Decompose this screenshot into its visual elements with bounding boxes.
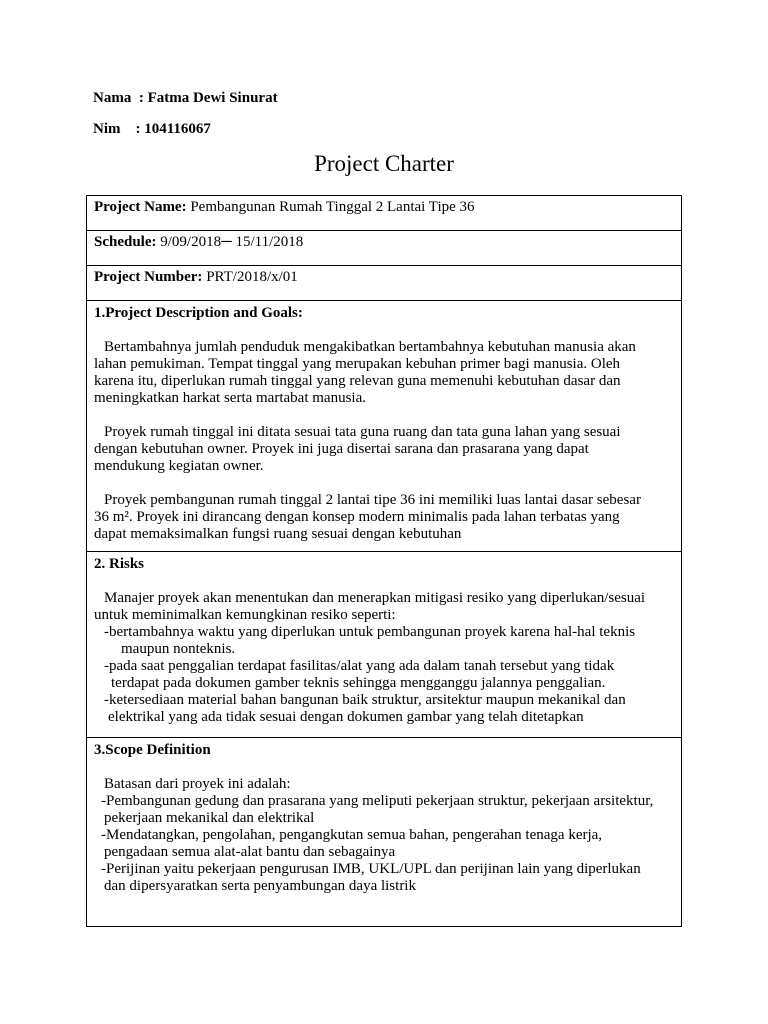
risk-item-cont: elektrikal yang ada tidak sesuai dengan dokumen gambar yang telah ditetapkan xyxy=(108,709,584,725)
risks-intro: Manajer proyek akan menentukan dan menerapkan mitigasi resiko yang diperlukan/sesuai xyxy=(104,590,646,606)
scope-item-cont: pengadaan semua alat-alat bantu dan sebagainya xyxy=(104,844,396,860)
description-paragraph: Proyek pembangunan rumah tinggal 2 lantai tipe 36 ini memiliki luas lantai dasar sebesar xyxy=(104,492,641,508)
project-number-value: PRT/2018/x/01 xyxy=(202,269,298,285)
schedule-label: Schedule: xyxy=(94,234,157,250)
project-name-row xyxy=(87,196,682,231)
project-name-label: Project Name: xyxy=(94,199,187,215)
risk-item: -bertambahnya waktu yang diperlukan untuk pembangunan proyek karena hal-hal teknis xyxy=(104,624,636,640)
description-paragraph-line: meningkatkan harkat serta martabat manusia. xyxy=(94,390,366,406)
scope-heading: 3.Scope Definition xyxy=(94,742,211,758)
risks-intro-line: untuk meminimalkan kemungkinan resiko seperti: xyxy=(94,607,396,623)
schedule-value: 9/09/2018─ 15/11/2018 xyxy=(156,234,304,250)
project-number-label: Project Number: xyxy=(94,269,203,285)
scope-item-cont: dan dipersyaratkan serta penyambungan daya listrik xyxy=(104,878,416,894)
page-title: Project Charter xyxy=(314,151,454,176)
risk-item-cont: maupun nonteknis. xyxy=(121,641,236,657)
scope-item: -Perijinan yaitu pekerjaan pengurusan IMB, UKL/UPL dan perijinan lain yang diperlukan xyxy=(101,861,641,877)
description-row xyxy=(87,301,682,552)
description-paragraph-line: mendukung kegiatan owner. xyxy=(94,458,264,474)
description-paragraph-line: dapat memaksimalkan fungsi ruang sesuai dengan kebutuhan xyxy=(94,526,462,542)
risk-item: -pada saat penggalian terdapat fasilitas/alat yang ada dalam tanah tersebut yang tidak xyxy=(104,658,615,674)
description-paragraph-line: 36 m². Proyek ini dirancang dengan konsep modern minimalis pada lahan terbatas yang xyxy=(94,509,620,525)
risks-heading: 2. Risks xyxy=(94,556,145,572)
description-paragraph-line: karena itu, diperlukan rumah tinggal yang relevan guna memenuhi kebutuhan dasar dan xyxy=(94,373,621,389)
student-name: Nama : Fatma Dewi Sinurat xyxy=(93,90,278,106)
description-paragraph: Bertambahnya jumlah penduduk mengakibatkan bertambahnya kebutuhan manusia akan xyxy=(104,339,636,355)
scope-item-cont: pekerjaan mekanikal dan elektrikal xyxy=(104,810,315,826)
scope-row xyxy=(87,738,682,927)
risk-item-cont: terdapat pada dokumen gamber teknis sehingga mengganggu jalannya penggalian. xyxy=(111,675,606,691)
scope-item: -Mendatangkan, pengolahan, pengangkutan semua bahan, pengerahan tenaga kerja, xyxy=(101,827,603,843)
student-id: Nim : 104116067 xyxy=(93,121,211,137)
scope-item: -Pembangunan gedung dan prasarana yang meliputi pekerjaan struktur, pekerjaan arsitektur, xyxy=(101,793,654,809)
risks-row xyxy=(87,552,682,738)
scope-intro: Batasan dari proyek ini adalah: xyxy=(104,776,291,792)
project-number-row xyxy=(87,266,682,301)
charter-table xyxy=(86,195,682,927)
description-paragraph: Proyek rumah tinggal ini ditata sesuai tata guna ruang dan tata guna lahan yang sesuai xyxy=(104,424,621,440)
description-heading: 1.Project Description and Goals: xyxy=(94,305,303,321)
description-paragraph-line: lahan pemukiman. Tempat tinggal yang merupakan kebuhan primer bagi manusia. Oleh xyxy=(94,356,621,372)
description-paragraph-line: dengan kebutuhan owner. Proyek ini juga disertai sarana dan prasarana yang dapat xyxy=(94,441,589,457)
risk-item: -ketersediaan material bahan bangunan baik struktur, arsitektur maupun mekanikal dan xyxy=(104,692,626,708)
schedule-row xyxy=(87,231,682,266)
project-name-value: Pembangunan Rumah Tinggal 2 Lantai Tipe 36 xyxy=(186,199,475,215)
